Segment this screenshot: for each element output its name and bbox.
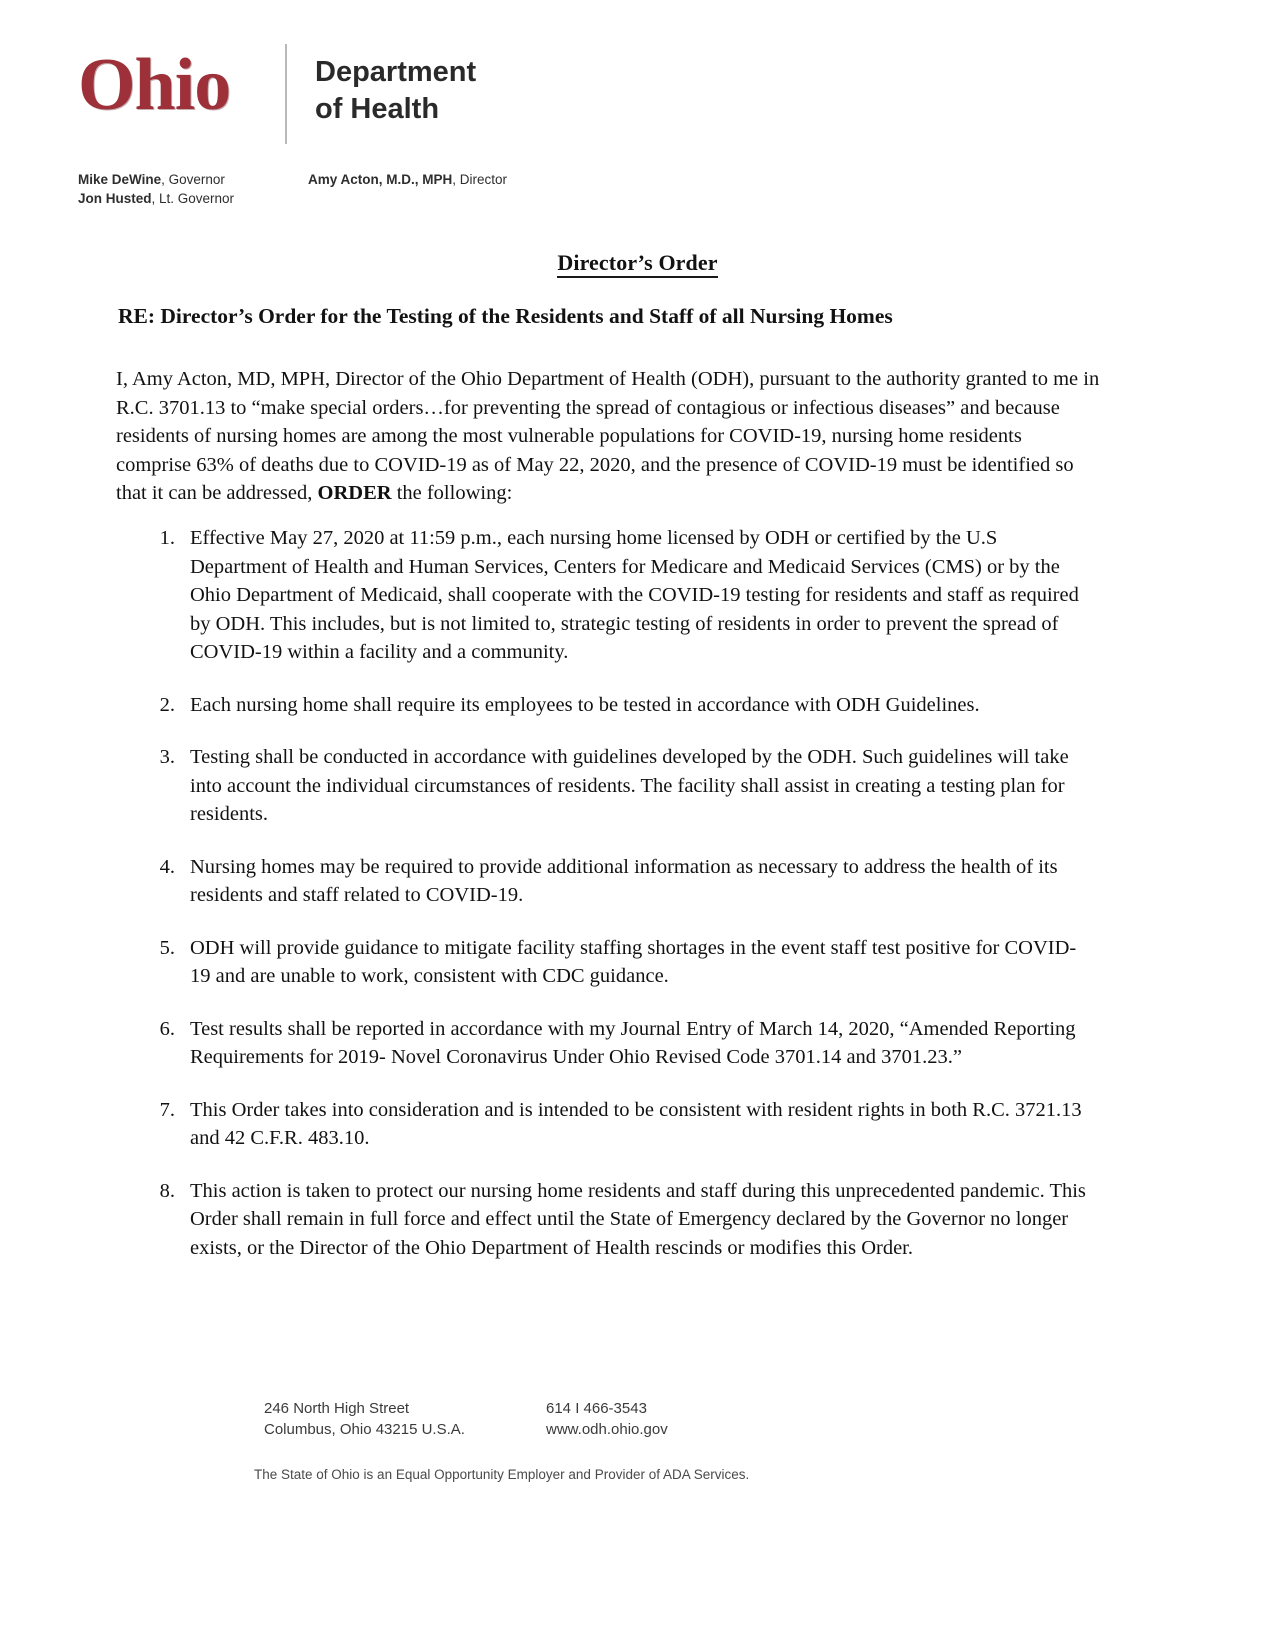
list-item-text: Each nursing home shall require its employees to be tested in accordance with ODH Guidelines. [190, 693, 980, 716]
department-line-1: Department [315, 56, 477, 88]
footer-address-line-1: 246 North High Street [264, 1400, 410, 1417]
list-item-text: This Order takes into consideration and is intended to be consistent with resident rights in both R.C. 3721.13 and 42 C.F.R. 483.10. [190, 1098, 1082, 1149]
director-line [308, 170, 507, 189]
list-item-text: ODH will provide guidance to mitigate facility staffing shortages in the event staff test positive for COVID-19 and are unable to work, consistent with CDC guidance. [190, 936, 1077, 987]
list-item-number: 4. [159, 855, 175, 878]
document-subject: RE: Director’s Order for the Testing of the Residents and Staff of all Nursing Homes [118, 304, 893, 328]
director-title: , Director [452, 172, 508, 187]
footer-contact [546, 1398, 846, 1440]
ohio-logo [78, 42, 263, 134]
list-item-number: 8. [159, 1179, 175, 1202]
intro-paragraph [116, 365, 1101, 508]
footer-website[interactable]: www.odh.ohio.gov [546, 1421, 668, 1438]
letterhead [78, 42, 1088, 222]
list-item-number: 1. [159, 527, 175, 549]
governor-name: Mike DeWine [78, 172, 162, 187]
page-footer [254, 1398, 1024, 1484]
footer-address-line-2: Columbus, Ohio 43215 U.S.A. [264, 1421, 465, 1438]
footer-address [264, 1398, 546, 1440]
list-item-number: 3. [159, 746, 175, 768]
list-item [150, 853, 1090, 910]
director-column [308, 170, 507, 208]
lt-governor-name: Jon Husted [78, 191, 152, 206]
department-line-2: of Health [315, 93, 440, 125]
letterhead-officials [78, 170, 1088, 208]
letterhead-top [78, 42, 1088, 148]
list-item [150, 1096, 1090, 1153]
list-item-text: Nursing homes may be required to provide additional information as necessary to address the health of its residents and staff related to COVID-19. [190, 855, 1058, 906]
document-title-text: Director’s Order [557, 250, 717, 278]
list-item-number: 6. [159, 1017, 175, 1040]
department-name [315, 42, 476, 128]
intro-text-part-2: the following: [391, 482, 513, 504]
footer-phone: 614 I 466-3543 [546, 1400, 647, 1417]
footer-columns [264, 1398, 1024, 1440]
list-item-text: Test results shall be reported in accordance with my Journal Entry of March 14, 2020, “Amended Reporting Requirements for 2019- Novel Coronavirus Under Ohio Revised Code 3701.14 and 3701.23.” [190, 1017, 1076, 1068]
director-name: Amy Acton, M.D., MPH [308, 172, 453, 187]
list-item [150, 743, 1090, 829]
list-item-number: 5. [159, 936, 175, 959]
lt-governor-line [78, 189, 308, 208]
list-item-number: 7. [159, 1098, 175, 1121]
list-item-text: Testing shall be conducted in accordance with guidelines developed by the ODH. Such guidelines will take into account the individual circumstances of residents. The facility shall assist in creating a testing plan for residents. [190, 746, 1069, 825]
order-list [150, 524, 1090, 1286]
intro-text-part-1: I, Amy Acton, MD, MPH, Director of the Ohio Department of Health (ODH), pursuant to the authority granted to me in R.C. 3701.13 to “make special orders…for preventing the spread of contagious or infectious diseases” and because residents of nursing homes are among the most vulnerable populations for COVID-19, nursing home residents comprise 63% of deaths due to COVID-19 as of May 22, 2020, and the presence of COVID-19 must be identified so that it can be addressed, [116, 368, 1100, 504]
footer-equal-opportunity-note: The State of Ohio is an Equal Opportunity Employer and Provider of ADA Services. [254, 1467, 750, 1482]
list-item-text: This action is taken to protect our nursing home residents and staff during this unprecedented pandemic. This Order shall remain in full force and effect until the State of Emergency declared by the Governor no longer exists, or the Director of the Ohio Department of Health rescinds or modifies this Order. [190, 1179, 1086, 1259]
lt-governor-title: , Lt. Governor [151, 191, 235, 206]
list-item-text: Effective May 27, 2020 at 11:59 p.m., each nursing home licensed by ODH or certified by the U.S Department of Health and Human Services, Centers for Medicare and Medicaid Services (CMS) or by the Ohio Department of Medicaid, shall cooperate with the COVID-19 testing for residents and staff as required by ODH. This includes, but is not limited to, strategic testing of residents in order to prevent the spread of COVID-19 within a facility and a community. [190, 527, 1079, 663]
document-title [0, 250, 1275, 276]
list-item [150, 1177, 1090, 1263]
officials-column [78, 170, 308, 208]
list-item [150, 691, 1090, 720]
list-item [150, 524, 1090, 667]
ohio-logo-text: Ohio [78, 44, 231, 126]
list-item [150, 1015, 1090, 1072]
letterhead-divider [285, 44, 287, 144]
governor-title: , Governor [161, 172, 225, 187]
list-item-number: 2. [159, 693, 175, 716]
order-keyword: ORDER [317, 482, 392, 504]
governor-line [78, 170, 308, 189]
list-item [150, 934, 1090, 991]
